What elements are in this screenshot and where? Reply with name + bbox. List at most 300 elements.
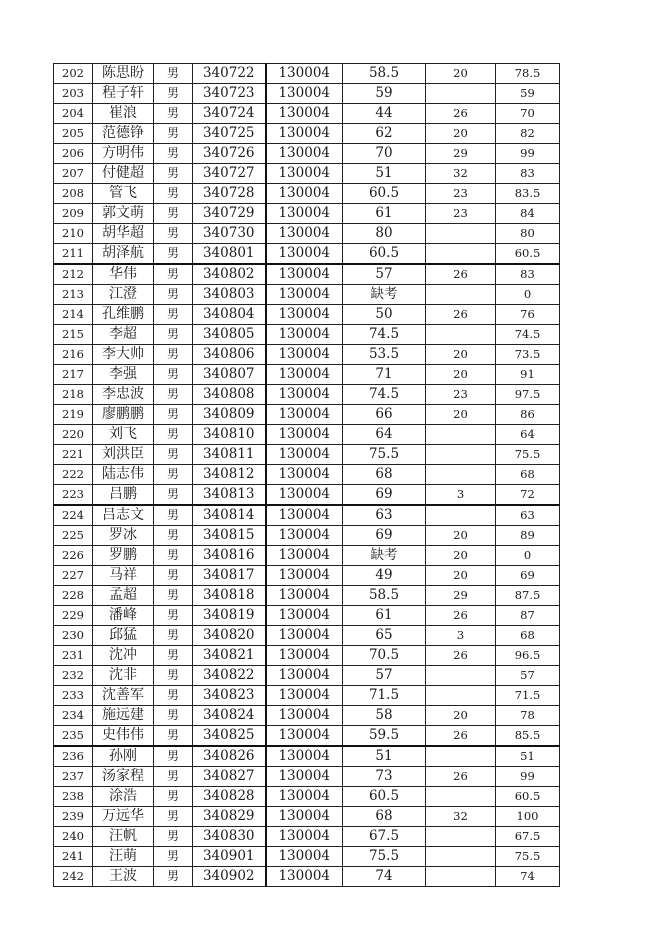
exam-id-cell: 340723 [193, 84, 266, 104]
bonus-cell: 32 [426, 807, 496, 827]
score-cell: 51 [343, 164, 426, 184]
bonus-cell: 23 [426, 184, 496, 204]
sex-cell: 男 [154, 505, 193, 526]
name-cell: 李忠波 [93, 385, 154, 405]
name-cell: 邱猛 [93, 626, 154, 646]
total-cell: 100 [496, 807, 560, 827]
table-row [54, 867, 560, 887]
sex-cell: 男 [154, 164, 193, 184]
school-code-cell: 130004 [266, 285, 343, 305]
total-cell: 99 [496, 144, 560, 164]
bonus-cell [426, 325, 496, 345]
score-cell: 75.5 [343, 847, 426, 867]
total-cell: 91 [496, 365, 560, 385]
table-row [54, 606, 560, 626]
name-cell: 李大帅 [93, 345, 154, 365]
table-row [54, 425, 560, 445]
school-code-cell: 130004 [266, 224, 343, 244]
total-cell: 86 [496, 405, 560, 425]
exam-id-cell: 340811 [193, 445, 266, 465]
total-cell: 67.5 [496, 827, 560, 847]
school-code-cell: 130004 [266, 686, 343, 706]
row-number-cell: 239 [54, 807, 93, 827]
name-cell: 汪帆 [93, 827, 154, 847]
total-cell: 83 [496, 164, 560, 184]
exam-id-cell: 340814 [193, 505, 266, 526]
exam-id-cell: 340828 [193, 787, 266, 807]
sex-cell: 男 [154, 847, 193, 867]
exam-id-cell: 340730 [193, 224, 266, 244]
sex-cell: 男 [154, 445, 193, 465]
school-code-cell: 130004 [266, 807, 343, 827]
bonus-cell: 23 [426, 385, 496, 405]
name-cell: 孟超 [93, 586, 154, 606]
exam-id-cell: 340809 [193, 405, 266, 425]
table-row [54, 164, 560, 184]
total-cell: 74 [496, 867, 560, 887]
sex-cell: 男 [154, 767, 193, 787]
sex-cell: 男 [154, 586, 193, 606]
table-row [54, 505, 560, 526]
table-row [54, 726, 560, 747]
score-cell: 64 [343, 425, 426, 445]
sex-cell: 男 [154, 84, 193, 104]
table-row [54, 385, 560, 405]
score-cell: 69 [343, 526, 426, 546]
bonus-cell: 20 [426, 365, 496, 385]
sex-cell: 男 [154, 566, 193, 586]
total-cell: 0 [496, 285, 560, 305]
name-cell: 万远华 [93, 807, 154, 827]
name-cell: 孙刚 [93, 746, 154, 767]
name-cell: 沈冲 [93, 646, 154, 666]
sex-cell: 男 [154, 706, 193, 726]
exam-id-cell: 340815 [193, 526, 266, 546]
school-code-cell: 130004 [266, 144, 343, 164]
school-code-cell: 130004 [266, 646, 343, 666]
row-number-cell: 213 [54, 285, 93, 305]
school-code-cell: 130004 [266, 124, 343, 144]
total-cell: 75.5 [496, 445, 560, 465]
school-code-cell: 130004 [266, 746, 343, 767]
bonus-cell: 26 [426, 264, 496, 285]
score-cell: 75.5 [343, 445, 426, 465]
exam-id-cell: 340822 [193, 666, 266, 686]
bonus-cell [426, 445, 496, 465]
school-code-cell: 130004 [266, 505, 343, 526]
row-number-cell: 216 [54, 345, 93, 365]
total-cell: 97.5 [496, 385, 560, 405]
table-row [54, 485, 560, 506]
score-cell: 44 [343, 104, 426, 124]
name-cell: 管飞 [93, 184, 154, 204]
row-number-cell: 229 [54, 606, 93, 626]
row-number-cell: 242 [54, 867, 93, 887]
row-number-cell: 230 [54, 626, 93, 646]
bonus-cell: 26 [426, 104, 496, 124]
total-cell: 75.5 [496, 847, 560, 867]
bonus-cell [426, 505, 496, 526]
row-number-cell: 212 [54, 264, 93, 285]
score-sheet [53, 63, 559, 887]
row-number-cell: 210 [54, 224, 93, 244]
row-number-cell: 241 [54, 847, 93, 867]
row-number-cell: 211 [54, 244, 93, 265]
row-number-cell: 206 [54, 144, 93, 164]
sex-cell: 男 [154, 746, 193, 767]
name-cell: 马祥 [93, 566, 154, 586]
bonus-cell [426, 847, 496, 867]
school-code-cell: 130004 [266, 445, 343, 465]
exam-id-cell: 340803 [193, 285, 266, 305]
name-cell: 崔浪 [93, 104, 154, 124]
exam-id-cell: 340804 [193, 305, 266, 325]
row-number-cell: 202 [54, 64, 93, 84]
bonus-cell: 20 [426, 526, 496, 546]
sex-cell: 男 [154, 285, 193, 305]
school-code-cell: 130004 [266, 867, 343, 887]
total-cell: 70 [496, 104, 560, 124]
exam-id-cell: 340727 [193, 164, 266, 184]
total-cell: 96.5 [496, 646, 560, 666]
school-code-cell: 130004 [266, 626, 343, 646]
score-cell: 53.5 [343, 345, 426, 365]
table-row [54, 526, 560, 546]
bonus-cell: 26 [426, 767, 496, 787]
score-cell: 66 [343, 405, 426, 425]
table-row [54, 746, 560, 767]
school-code-cell: 130004 [266, 345, 343, 365]
table-row [54, 626, 560, 646]
sex-cell: 男 [154, 385, 193, 405]
name-cell: 李超 [93, 325, 154, 345]
name-cell: 江澄 [93, 285, 154, 305]
exam-id-cell: 340817 [193, 566, 266, 586]
sex-cell: 男 [154, 646, 193, 666]
sex-cell: 男 [154, 526, 193, 546]
total-cell: 68 [496, 465, 560, 485]
table-row [54, 365, 560, 385]
school-code-cell: 130004 [266, 847, 343, 867]
table-row [54, 546, 560, 566]
sex-cell: 男 [154, 184, 193, 204]
school-code-cell: 130004 [266, 264, 343, 285]
school-code-cell: 130004 [266, 64, 343, 84]
school-code-cell: 130004 [266, 726, 343, 747]
score-cell: 68 [343, 465, 426, 485]
table-body [54, 64, 560, 887]
sex-cell: 男 [154, 104, 193, 124]
name-cell: 孔维鹏 [93, 305, 154, 325]
exam-id-cell: 340825 [193, 726, 266, 747]
name-cell: 方明伟 [93, 144, 154, 164]
exam-id-cell: 340812 [193, 465, 266, 485]
name-cell: 刘飞 [93, 425, 154, 445]
school-code-cell: 130004 [266, 706, 343, 726]
exam-id-cell: 340728 [193, 184, 266, 204]
exam-id-cell: 340810 [193, 425, 266, 445]
table-row [54, 767, 560, 787]
row-number-cell: 227 [54, 566, 93, 586]
name-cell: 郭文萌 [93, 204, 154, 224]
score-cell: 60.5 [343, 787, 426, 807]
total-cell: 74.5 [496, 325, 560, 345]
score-table [53, 63, 560, 887]
exam-id-cell: 340820 [193, 626, 266, 646]
total-cell: 87.5 [496, 586, 560, 606]
total-cell: 78.5 [496, 64, 560, 84]
row-number-cell: 221 [54, 445, 93, 465]
row-number-cell: 237 [54, 767, 93, 787]
score-cell: 51 [343, 746, 426, 767]
total-cell: 69 [496, 566, 560, 586]
total-cell: 89 [496, 526, 560, 546]
sex-cell: 男 [154, 726, 193, 747]
school-code-cell: 130004 [266, 305, 343, 325]
name-cell: 罗鹏 [93, 546, 154, 566]
row-number-cell: 214 [54, 305, 93, 325]
school-code-cell: 130004 [266, 606, 343, 626]
sex-cell: 男 [154, 807, 193, 827]
school-code-cell: 130004 [266, 425, 343, 445]
score-cell: 70 [343, 144, 426, 164]
row-number-cell: 203 [54, 84, 93, 104]
table-row [54, 445, 560, 465]
sex-cell: 男 [154, 124, 193, 144]
row-number-cell: 238 [54, 787, 93, 807]
bonus-cell [426, 746, 496, 767]
bonus-cell [426, 285, 496, 305]
table-row [54, 847, 560, 867]
name-cell: 史伟伟 [93, 726, 154, 747]
score-cell: 80 [343, 224, 426, 244]
score-cell: 68 [343, 807, 426, 827]
total-cell: 57 [496, 666, 560, 686]
score-cell: 61 [343, 204, 426, 224]
bonus-cell: 20 [426, 546, 496, 566]
score-cell: 49 [343, 566, 426, 586]
exam-id-cell: 340818 [193, 586, 266, 606]
name-cell: 王波 [93, 867, 154, 887]
row-number-cell: 236 [54, 746, 93, 767]
exam-id-cell: 340813 [193, 485, 266, 506]
sex-cell: 男 [154, 204, 193, 224]
row-number-cell: 209 [54, 204, 93, 224]
name-cell: 沈非 [93, 666, 154, 686]
bonus-cell: 3 [426, 485, 496, 506]
school-code-cell: 130004 [266, 546, 343, 566]
name-cell: 吕鹏 [93, 485, 154, 506]
bonus-cell: 26 [426, 726, 496, 747]
sex-cell: 男 [154, 465, 193, 485]
score-cell: 缺考 [343, 285, 426, 305]
school-code-cell: 130004 [266, 244, 343, 265]
sex-cell: 男 [154, 787, 193, 807]
table-row [54, 184, 560, 204]
row-number-cell: 205 [54, 124, 93, 144]
total-cell: 60.5 [496, 244, 560, 265]
school-code-cell: 130004 [266, 767, 343, 787]
exam-id-cell: 340801 [193, 244, 266, 265]
total-cell: 68 [496, 626, 560, 646]
total-cell: 85.5 [496, 726, 560, 747]
sex-cell: 男 [154, 405, 193, 425]
sex-cell: 男 [154, 244, 193, 265]
exam-id-cell: 340729 [193, 204, 266, 224]
school-code-cell: 130004 [266, 204, 343, 224]
name-cell: 胡泽航 [93, 244, 154, 265]
name-cell: 范德铮 [93, 124, 154, 144]
row-number-cell: 232 [54, 666, 93, 686]
table-row [54, 285, 560, 305]
school-code-cell: 130004 [266, 104, 343, 124]
table-row [54, 345, 560, 365]
school-code-cell: 130004 [266, 666, 343, 686]
table-row [54, 264, 560, 285]
school-code-cell: 130004 [266, 827, 343, 847]
bonus-cell [426, 425, 496, 445]
row-number-cell: 220 [54, 425, 93, 445]
sex-cell: 男 [154, 867, 193, 887]
table-row [54, 566, 560, 586]
table-row [54, 124, 560, 144]
score-cell: 63 [343, 505, 426, 526]
total-cell: 63 [496, 505, 560, 526]
name-cell: 胡华超 [93, 224, 154, 244]
bonus-cell [426, 827, 496, 847]
sex-cell: 男 [154, 425, 193, 445]
school-code-cell: 130004 [266, 84, 343, 104]
bonus-cell: 20 [426, 706, 496, 726]
bonus-cell [426, 666, 496, 686]
table-row [54, 325, 560, 345]
exam-id-cell: 340816 [193, 546, 266, 566]
bonus-cell: 26 [426, 646, 496, 666]
row-number-cell: 233 [54, 686, 93, 706]
score-cell: 60.5 [343, 244, 426, 265]
total-cell: 76 [496, 305, 560, 325]
total-cell: 78 [496, 706, 560, 726]
school-code-cell: 130004 [266, 526, 343, 546]
name-cell: 陆志伟 [93, 465, 154, 485]
score-cell: 71 [343, 365, 426, 385]
bonus-cell [426, 686, 496, 706]
exam-id-cell: 340819 [193, 606, 266, 626]
name-cell: 罗冰 [93, 526, 154, 546]
row-number-cell: 224 [54, 505, 93, 526]
row-number-cell: 235 [54, 726, 93, 747]
name-cell: 付健超 [93, 164, 154, 184]
sex-cell: 男 [154, 64, 193, 84]
bonus-cell: 29 [426, 144, 496, 164]
sex-cell: 男 [154, 325, 193, 345]
school-code-cell: 130004 [266, 385, 343, 405]
row-number-cell: 207 [54, 164, 93, 184]
table-row [54, 84, 560, 104]
exam-id-cell: 340726 [193, 144, 266, 164]
table-row [54, 244, 560, 265]
sex-cell: 男 [154, 485, 193, 506]
bonus-cell [426, 867, 496, 887]
bonus-cell: 20 [426, 124, 496, 144]
score-cell: 50 [343, 305, 426, 325]
sex-cell: 男 [154, 224, 193, 244]
row-number-cell: 226 [54, 546, 93, 566]
name-cell: 廖鹏鹏 [93, 405, 154, 425]
table-row [54, 586, 560, 606]
name-cell: 汪萌 [93, 847, 154, 867]
school-code-cell: 130004 [266, 365, 343, 385]
bonus-cell: 26 [426, 606, 496, 626]
bonus-cell: 29 [426, 586, 496, 606]
name-cell: 涂浩 [93, 787, 154, 807]
total-cell: 51 [496, 746, 560, 767]
bonus-cell: 20 [426, 64, 496, 84]
exam-id-cell: 340830 [193, 827, 266, 847]
total-cell: 82 [496, 124, 560, 144]
school-code-cell: 130004 [266, 465, 343, 485]
name-cell: 沈善军 [93, 686, 154, 706]
table-row [54, 204, 560, 224]
bonus-cell [426, 244, 496, 265]
total-cell: 99 [496, 767, 560, 787]
table-row [54, 646, 560, 666]
name-cell: 吕志文 [93, 505, 154, 526]
exam-id-cell: 340821 [193, 646, 266, 666]
exam-id-cell: 340722 [193, 64, 266, 84]
name-cell: 李强 [93, 365, 154, 385]
score-cell: 58.5 [343, 586, 426, 606]
bonus-cell [426, 224, 496, 244]
score-cell: 59 [343, 84, 426, 104]
name-cell: 汤家程 [93, 767, 154, 787]
row-number-cell: 231 [54, 646, 93, 666]
row-number-cell: 225 [54, 526, 93, 546]
score-cell: 59.5 [343, 726, 426, 747]
school-code-cell: 130004 [266, 184, 343, 204]
row-number-cell: 218 [54, 385, 93, 405]
row-number-cell: 217 [54, 365, 93, 385]
sex-cell: 男 [154, 827, 193, 847]
table-row [54, 706, 560, 726]
total-cell: 80 [496, 224, 560, 244]
row-number-cell: 204 [54, 104, 93, 124]
name-cell: 潘峰 [93, 606, 154, 626]
bonus-cell: 3 [426, 626, 496, 646]
name-cell: 华伟 [93, 264, 154, 285]
exam-id-cell: 340805 [193, 325, 266, 345]
exam-id-cell: 340808 [193, 385, 266, 405]
name-cell: 施远建 [93, 706, 154, 726]
score-cell: 61 [343, 606, 426, 626]
table-row [54, 807, 560, 827]
score-cell: 70.5 [343, 646, 426, 666]
score-cell: 58 [343, 706, 426, 726]
table-row [54, 104, 560, 124]
sex-cell: 男 [154, 606, 193, 626]
bonus-cell [426, 84, 496, 104]
score-cell: 69 [343, 485, 426, 506]
score-cell: 60.5 [343, 184, 426, 204]
exam-id-cell: 340724 [193, 104, 266, 124]
sex-cell: 男 [154, 264, 193, 285]
exam-id-cell: 340725 [193, 124, 266, 144]
exam-id-cell: 340823 [193, 686, 266, 706]
table-row [54, 144, 560, 164]
sex-cell: 男 [154, 144, 193, 164]
row-number-cell: 234 [54, 706, 93, 726]
name-cell: 刘洪臣 [93, 445, 154, 465]
